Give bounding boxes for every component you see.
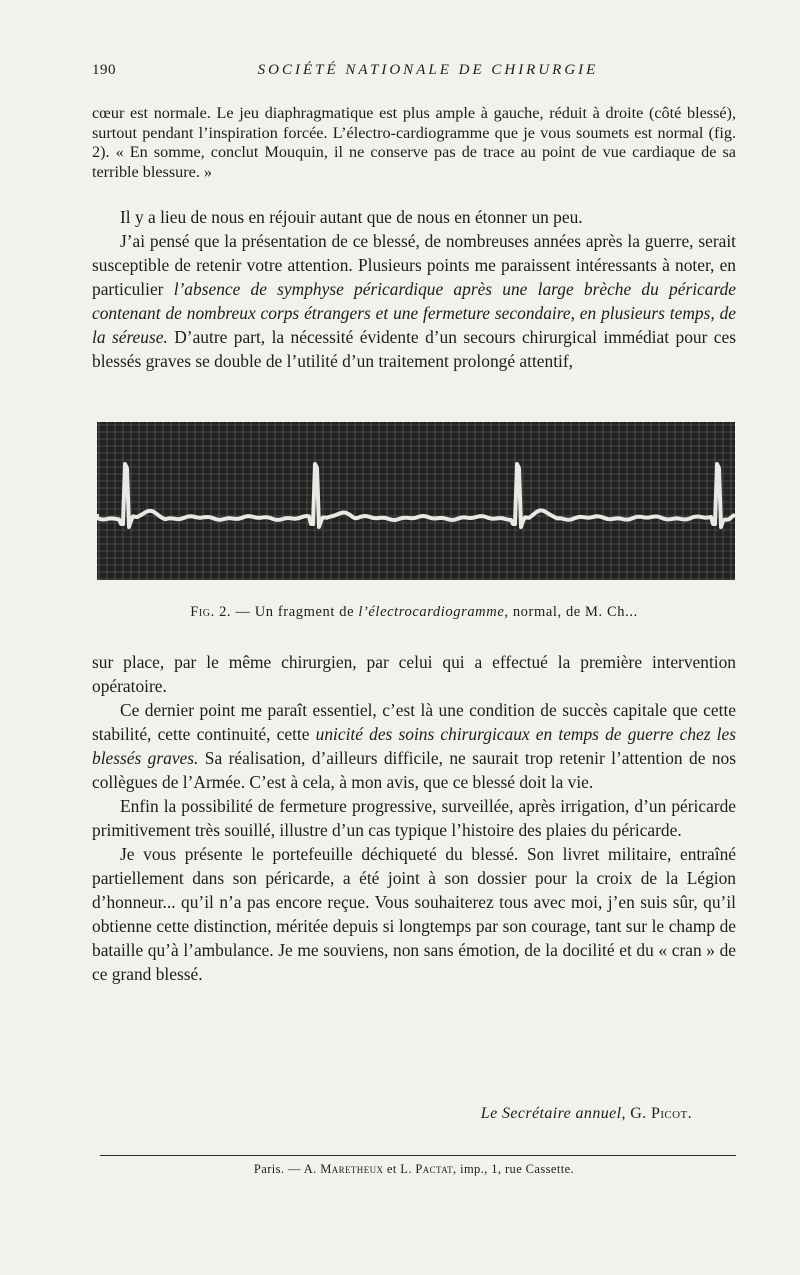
- page-header: [92, 62, 736, 84]
- caption-text: — Un fragment de: [235, 604, 359, 620]
- paragraph-text: J’ai pensé que la présentation de ce blessé, de nombreuses années après la guerre, serait susceptible de retenir votre attention. Plusieurs points me paraissent intéressants à noter, en particulier: [92, 231, 736, 299]
- caption-number: 2.: [219, 604, 232, 620]
- imprint-mid: et L.: [383, 1162, 416, 1176]
- printer-imprint: [92, 1162, 736, 1177]
- paragraph: Il y a lieu de nous en réjouir autant que de nous en étonner un peu.: [120, 207, 583, 227]
- caption-italic: l’électrocardiogramme: [358, 604, 505, 620]
- paragraph: [92, 229, 736, 373]
- figure-caption: [92, 604, 736, 621]
- body-after-figure: [92, 650, 736, 986]
- paragraph: sur place, par le même chirurgien, par celui qui a effectué la première intervention opératoire.: [92, 652, 736, 696]
- paragraph: Je vous présente le portefeuille déchiqueté du blessé. Son livret militaire, entraîné partiellement dans son péricarde, a été joint à son dossier pour la croix de la Légion d’honneur... qu’il n’a pas encore reçue. Vous souhaiterez tous avec moi, j’en suis sûr, qu’il obtienne cette distinction, méritée depuis si longtemps par son courage, tant sur le champ de bataille qu’à l’ambulance. Je me souviens, non sans émotion, de la docilité et du « cran » de ce grand blessé.: [92, 844, 736, 984]
- footer-rule: [100, 1155, 736, 1156]
- signature-name: G. Picot.: [630, 1105, 692, 1122]
- top-paragraph-block: [92, 104, 736, 182]
- body-before-figure: [92, 205, 736, 373]
- emphasis-text: unicité des soins chirurgicaux en temps de guerre chez les blessés graves.: [92, 724, 736, 768]
- imprint-tail: , imp., 1, rue Cassette.: [453, 1162, 575, 1176]
- signature: [481, 1105, 692, 1123]
- signature-title: Le Secrétaire annuel: [480, 1105, 622, 1122]
- page-number: 190: [92, 62, 116, 78]
- paragraph: Enfin la possibilité de fermeture progressive, surveillée, après irrigation, d’un péricarde primitivement très souillé, illustre d’un cas typique l’histoire des plaies du péricarde.: [92, 796, 736, 840]
- caption-tail: , normal, de M. Ch...: [504, 604, 638, 620]
- paragraph-text: Ce dernier point me paraît essentiel, c’est là une condition de succès capitale que cette stabilité, cette continuité, cette: [92, 700, 736, 744]
- emphasis-text: l’absence de symphyse péricardique après une large brèche du péricarde contenant de nombreux corps étrangers et une fermeture secondaire, en plusieurs temps, de la séreuse.: [92, 279, 736, 347]
- ecg-figure: [97, 422, 735, 580]
- running-title: SOCIÉTÉ NATIONALE DE CHIRURGIE: [257, 62, 599, 78]
- paragraph-text: Sa réalisation, d’ailleurs difficile, ne saurait trop retenir l’attention de nos collègues de l’Armée. C’est à cela, à mon avis, que ce blessé doit la vie.: [92, 748, 737, 792]
- imprint-printer: Maretheux: [320, 1162, 384, 1176]
- paragraph: [92, 698, 736, 794]
- caption-prefix: Fig.: [190, 604, 215, 620]
- paragraph: cœur est normale. Le jeu diaphragmatique est plus ample à gauche, réduit à droite (côté blessé), surtout pendant l’inspiration forcée. L’électro-cardiogramme que je vous soumets est normal (fig. 2). « En somme, conclut Mouquin, il ne conserve pas de trace au point de vue cardiaque de sa terrible blessure. »: [92, 104, 736, 181]
- paragraph-text: D’autre part, la nécessité évidente d’un secours chirurgical immédiat pour ces blessés graves se double de l’utilité d’un traitement prolongé attentif,: [92, 327, 736, 371]
- imprint-lead: Paris. — A.: [253, 1162, 321, 1176]
- ecg-trace-image: [97, 422, 735, 580]
- imprint-printer: Pactat: [415, 1162, 454, 1176]
- signature-separator: ,: [621, 1105, 631, 1122]
